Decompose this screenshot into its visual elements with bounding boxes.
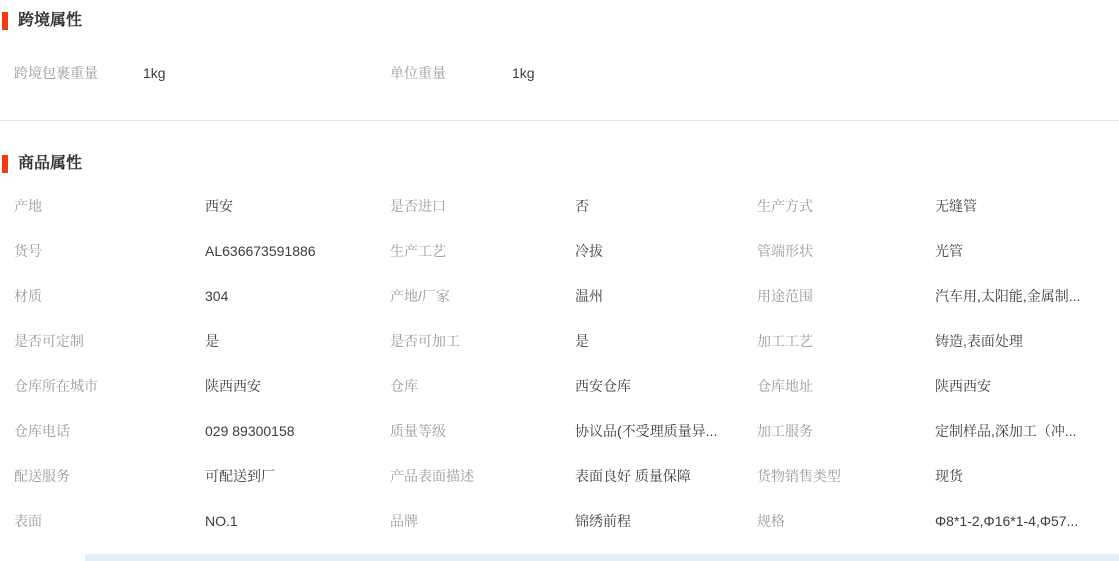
attributes-row	[14, 377, 1119, 422]
attr-value: 汽车用,太阳能,金属制...	[935, 288, 1081, 304]
attr-label: 货物销售类型	[757, 468, 841, 484]
attributes-row	[14, 242, 1119, 287]
section-divider	[0, 120, 1119, 121]
attr-value: 陕西西安	[205, 378, 261, 394]
attr-value: 协议品(不受理质量异...	[575, 423, 718, 439]
attr-label: 是否可定制	[14, 333, 84, 349]
attr-label: 是否进口	[390, 198, 446, 214]
attr-value: 陕西西安	[935, 378, 991, 394]
attr-value: 否	[575, 198, 589, 214]
attr-label: 仓库地址	[757, 378, 813, 394]
attr-label: 加工服务	[757, 423, 813, 439]
attr-value: 表面良好 质量保障	[575, 468, 691, 484]
attr-value: 西安仓库	[575, 378, 631, 394]
attr-value: 铸造,表面处理	[935, 333, 1023, 349]
attr-value: 西安	[205, 198, 233, 214]
cross-border-section-title: 跨境属性	[18, 12, 83, 29]
cross-border-section-header	[2, 11, 82, 31]
attr-label: 材质	[14, 288, 42, 304]
attr-label: 仓库电话	[14, 423, 70, 439]
attr-label: 产地/厂家	[390, 288, 450, 304]
attributes-row	[14, 512, 1119, 557]
attr-label: 货号	[14, 243, 42, 259]
cross-border-fields-row	[14, 64, 1119, 82]
attr-value: 1kg	[512, 65, 535, 81]
attr-label: 品牌	[390, 513, 418, 529]
attr-label: 规格	[757, 513, 785, 529]
attr-value: 是	[575, 333, 589, 349]
section-marker-bar	[2, 155, 8, 173]
attributes-row	[14, 332, 1119, 377]
attr-label: 用途范围	[757, 288, 813, 304]
attr-label: 跨境包裹重量	[14, 65, 98, 81]
attr-label: 表面	[14, 513, 42, 529]
product-section-header	[2, 154, 82, 174]
attr-value: 定制样品,深加工（冲...	[935, 423, 1077, 439]
attr-label: 仓库	[390, 378, 418, 394]
attributes-row	[14, 467, 1119, 512]
attributes-row	[14, 197, 1119, 242]
attr-value: 锦绣前程	[575, 513, 631, 529]
attr-label: 产地	[14, 198, 42, 214]
attr-label: 单位重量	[390, 65, 446, 81]
attr-value: 温州	[575, 288, 603, 304]
attr-value: 冷拔	[575, 243, 603, 259]
attr-value: NO.1	[205, 513, 238, 529]
attributes-row	[14, 287, 1119, 332]
attr-label: 是否可加工	[390, 333, 460, 349]
attr-value: Φ8*1-2,Φ16*1-4,Φ57...	[935, 513, 1079, 529]
attr-value: AL636673591886	[205, 243, 316, 259]
attr-value: 可配送到厂	[205, 468, 275, 484]
attr-value: 029 89300158	[205, 423, 295, 439]
next-section-top-edge	[85, 554, 1119, 561]
attr-label: 产品表面描述	[390, 468, 474, 484]
attr-value: 是	[205, 333, 219, 349]
attr-value: 现货	[935, 468, 963, 484]
attr-label: 加工工艺	[757, 333, 813, 349]
attr-label: 质量等级	[390, 423, 446, 439]
attr-label: 配送服务	[14, 468, 70, 484]
attr-value: 无缝管	[935, 198, 977, 214]
attr-value: 304	[205, 288, 229, 304]
attr-value: 1kg	[143, 65, 166, 81]
section-marker-bar	[2, 12, 8, 30]
attr-value: 光管	[935, 243, 963, 259]
product-section-title: 商品属性	[18, 155, 83, 172]
product-attributes-table	[14, 197, 1119, 557]
attr-label: 管端形状	[757, 243, 813, 259]
attr-label: 仓库所在城市	[14, 378, 98, 394]
attr-label: 生产方式	[757, 198, 813, 214]
attributes-row	[14, 422, 1119, 467]
attr-label: 生产工艺	[390, 243, 446, 259]
